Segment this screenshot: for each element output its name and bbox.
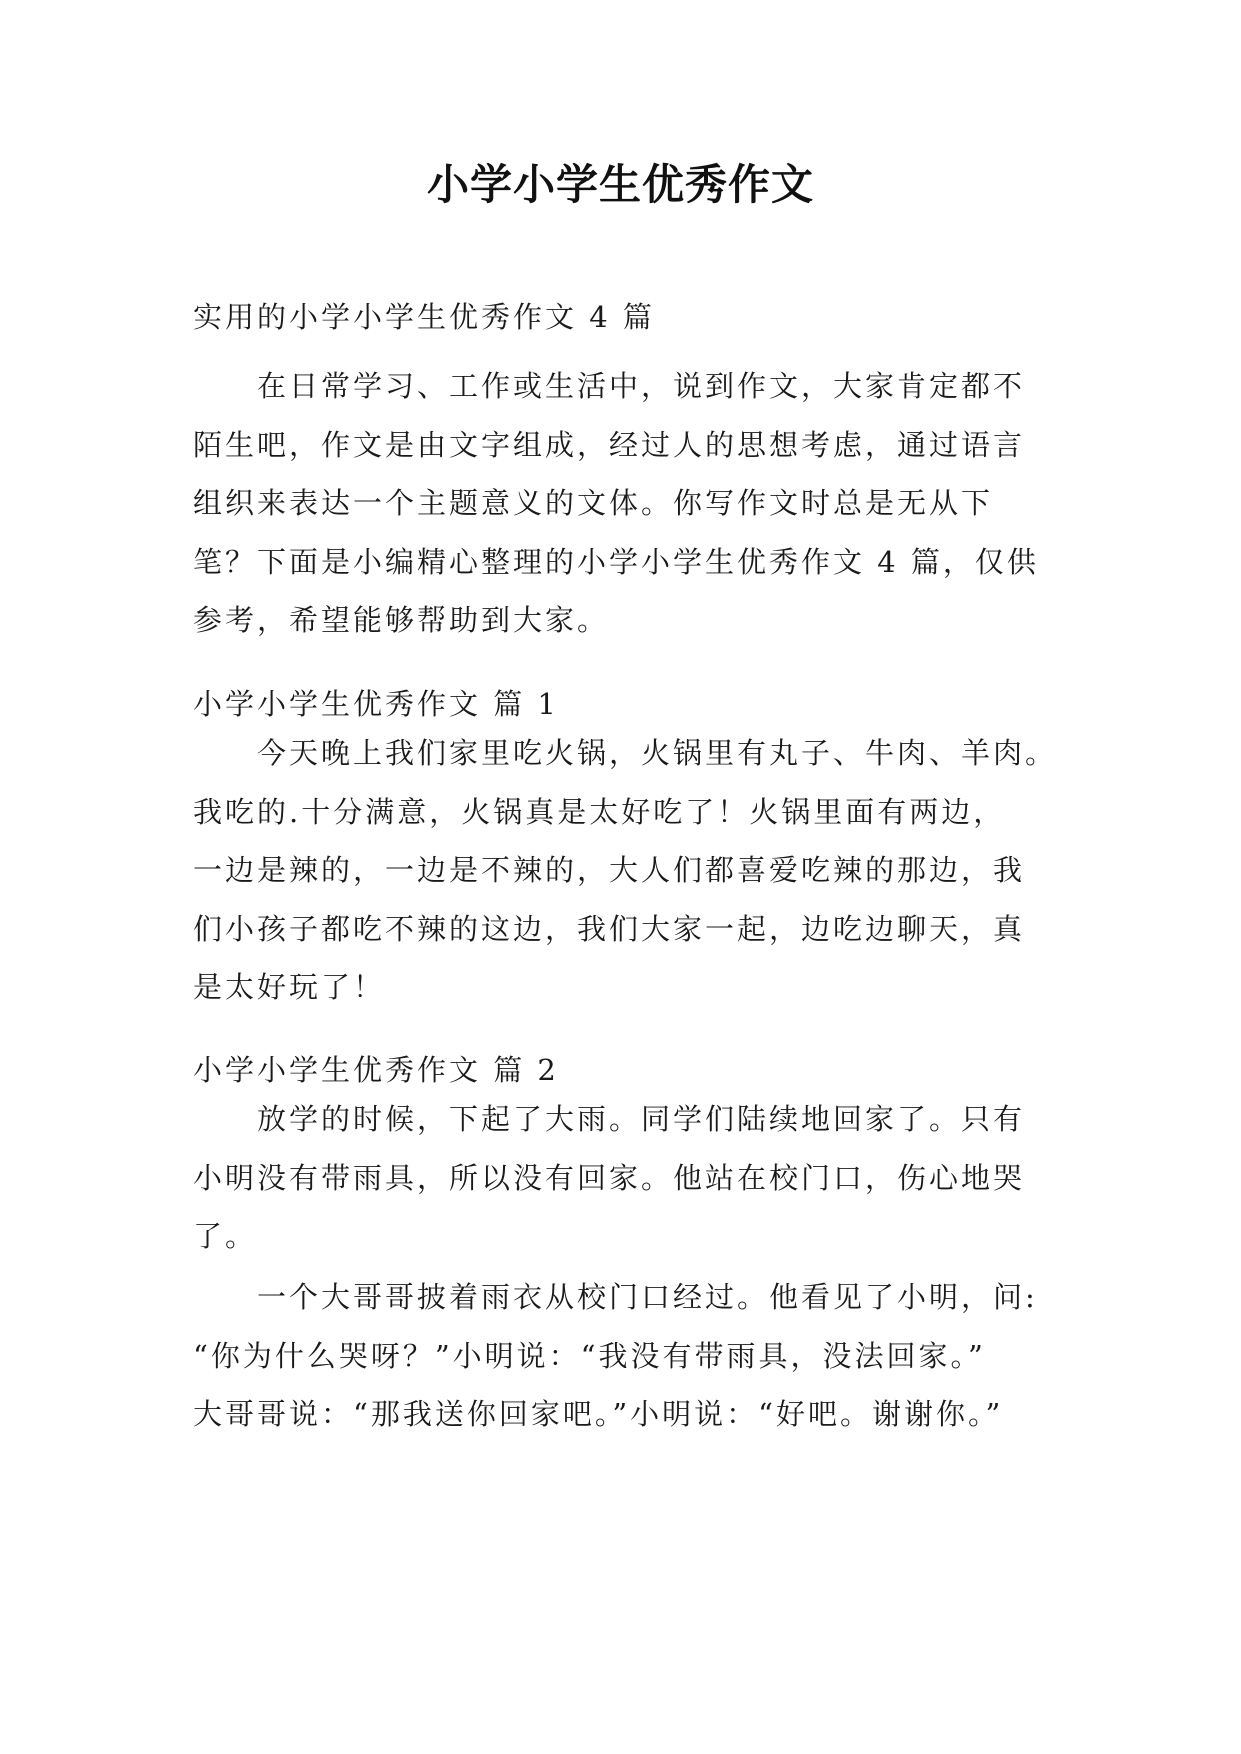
paragraph-line: 放学的时候，下起了大雨。同学们陆续地回家了。只有	[257, 1102, 1026, 1136]
paragraph-line: 小明没有带雨具，所以没有回家。他站在校门口，伤心地哭	[193, 1160, 1026, 1195]
paragraph-line: 一边是辣的，一边是不辣的，大人们都喜爱吃辣的那边，我	[193, 853, 1026, 887]
section-1-paragraph	[193, 724, 1058, 1017]
paragraph-line: “你为什么哭呀？”小明说：“我没有带雨具，没法回家。”	[193, 1338, 986, 1373]
paragraph-line: 是太好玩了！	[193, 970, 386, 1004]
intro-line: 笔？下面是小编精心整理的小学小学生优秀作文 4 篇，仅供	[193, 544, 1039, 579]
paragraph-line: 一个大哥哥披着雨衣从校门口经过。他看见了小明，问:	[257, 1280, 1038, 1314]
paragraph-line: 今天晚上我们家里吃火锅，火锅里有丸子、牛肉、羊肉。	[257, 736, 1058, 770]
section-heading: 小学小学生优秀作文 篇 2	[193, 1053, 559, 1087]
intro-line: 组织来表达一个主题意义的文体。你写作文时总是无从下	[193, 486, 994, 520]
section-2-paragraph-2	[193, 1268, 1053, 1444]
intro-line: 陌生吧，作文是由文字组成，经过人的思想考虑，通过语言	[193, 427, 1026, 462]
intro-line: 参考，希望能够帮助到大家。	[193, 603, 610, 637]
intro-line: 在日常学习、工作或生活中，说到作文，大家肯定都不	[257, 369, 1026, 403]
paragraph-line: 大哥哥说：“那我送你回家吧。”小明说：“好吧。谢谢你。”	[193, 1397, 1004, 1431]
paragraph-line: 们小孩子都吃不辣的这边，我们大家一起，边吃边聊天，真	[193, 911, 1026, 946]
section-heading: 小学小学生优秀作文 篇 1	[193, 687, 559, 721]
section-2-paragraph-1	[193, 1090, 1053, 1266]
paragraph-line: 了。	[193, 1219, 258, 1253]
document-title: 小学小学生优秀作文	[426, 160, 814, 209]
intro-paragraph	[193, 357, 1053, 650]
paragraph-line: 我吃的.十分满意，火锅真是太好吃了！火锅里面有两边，	[193, 794, 1006, 829]
document-subtitle: 实用的小学小学生优秀作文 4 篇	[193, 300, 655, 334]
